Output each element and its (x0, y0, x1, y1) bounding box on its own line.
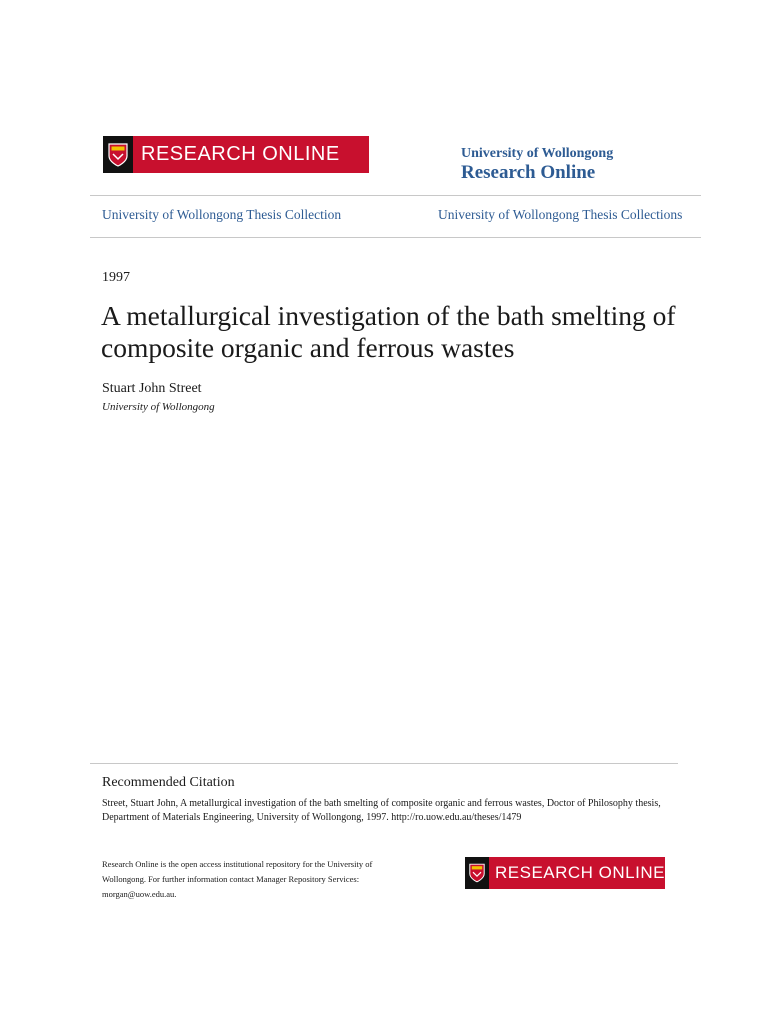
uow-research-online-heading[interactable] (461, 145, 613, 184)
divider-top (90, 195, 701, 196)
thesis-collections-link[interactable]: University of Wollongong Thesis Collections (438, 207, 683, 222)
repository-note: Research Online is the open access institutional repository for the University of Wollongong. For further information contact Manager Repository Services: morgan@uow.edu.au. (102, 859, 373, 899)
research-online-link[interactable]: Research Online (461, 162, 596, 183)
citation-text[interactable]: Street, Stuart John, A metallurgical investigation of the bath smelting of composite organic and ferrous wastes, Doctor of Philosophy thesis, Department of Materials Engineering, University of Wollongong, 1997. http://ro.uow.edu.au/theses/1479 (102, 798, 661, 823)
thesis-title: A metallurgical investigation of the bath smelting of composite organic and ferrous wastes (101, 300, 676, 363)
divider-collections (90, 237, 701, 238)
recommended-citation-heading: Recommended Citation (102, 775, 235, 790)
uow-crest-icon (103, 136, 133, 173)
research-online-footer-logo[interactable] (465, 857, 665, 889)
author-affiliation: University of Wollongong (102, 401, 215, 413)
logo-text: RESEARCH ONLINE (141, 143, 340, 165)
divider-citation (90, 763, 678, 764)
research-online-logo[interactable] (103, 136, 369, 173)
thesis-collection-link[interactable]: University of Wollongong Thesis Collection (102, 207, 342, 222)
author-name: Stuart John Street (102, 381, 202, 396)
footer-logo-text: RESEARCH ONLINE (495, 863, 665, 882)
university-name[interactable]: University of Wollongong (461, 146, 614, 161)
uow-crest-icon (465, 857, 489, 889)
publication-year: 1997 (102, 270, 130, 285)
